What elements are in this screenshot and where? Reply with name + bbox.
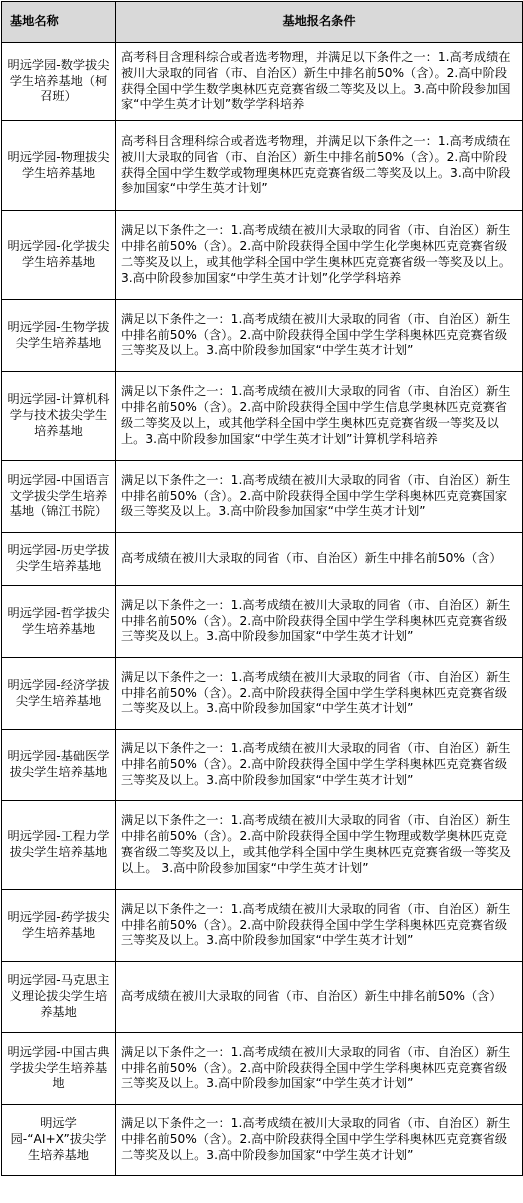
header-base-name: 基地名称 bbox=[2, 2, 116, 43]
table-row bbox=[2, 121, 523, 211]
table-row bbox=[2, 730, 523, 801]
base-name-cell: 明远学园-经济学拔尖学生培养基地 bbox=[2, 658, 116, 730]
table-row bbox=[2, 586, 523, 658]
base-name-cell: 明远学园-哲学拔尖学生培养基地 bbox=[2, 586, 116, 658]
table-row bbox=[2, 962, 523, 1033]
condition-cell: 满足以下条件之一：1.高考成绩在被川大录取的同省（市、自治区）新生中排名前50%（含）。2.高中阶段获得全国中学生学科奥林匹克竞赛省级三等奖及以上。3.高中阶段参加国家“中学生英才计划” bbox=[116, 586, 523, 658]
base-name-cell: 明远学园-“AI+X”拔尖学生培养基地 bbox=[2, 1105, 116, 1176]
table-row bbox=[2, 300, 523, 372]
table-row bbox=[2, 658, 523, 730]
condition-cell: 高考成绩在被川大录取的同省（市、自治区）新生中排名前50%（含） bbox=[116, 533, 523, 586]
table-header bbox=[2, 2, 523, 43]
base-name-cell: 明远学园-中国语言文学拔尖学生培养基地（锦江书院） bbox=[2, 461, 116, 533]
header-conditions: 基地报名条件 bbox=[116, 2, 523, 43]
table-row bbox=[2, 1105, 523, 1176]
table-body bbox=[2, 43, 523, 1176]
base-name-cell: 明远学园-马克思主义理论拔尖学生培养基地 bbox=[2, 962, 116, 1033]
condition-cell: 满足以下条件之一：1.高考成绩在被川大录取的同省（市、自治区）新生中排名前50%（含）。2.高中阶段获得全国中学生学科奥林匹克竞赛省级三等奖及以上。3.高中阶段参加国家“中学生英才计划” bbox=[116, 300, 523, 372]
base-name-cell: 明远学园-数学拔尖学生培养基地（柯召班） bbox=[2, 43, 116, 121]
condition-cell: 满足以下条件之一：1.高考成绩在被川大录取的同省（市、自治区）新生中排名前50%（含）。2.高中阶段获得全国中学生学科奥林匹克竞赛省级三等奖及以上。3.高中阶段参加国家“中学生英才计划” bbox=[116, 890, 523, 962]
condition-cell: 满足以下条件之一：1.高考成绩在被川大录取的同省（市、自治区）新生中排名前50%（含）。2.高中阶段获得全国中学生化学奥林匹克竞赛省级二等奖及以上，或其他学科全国中学生奥林匹克竞赛省级一等奖及以上。3.高中阶段参加国家“中学生英才计划”化学学科培养 bbox=[116, 211, 523, 300]
base-name-cell: 明远学园-生物学拔尖学生培养基地 bbox=[2, 300, 116, 372]
table-row bbox=[2, 211, 523, 300]
table-row bbox=[2, 461, 523, 533]
condition-cell: 满足以下条件之一：1.高考成绩在被川大录取的同省（市、自治区）新生中排名前50%（含）。2.高中阶段获得全国中学生学科奥林匹克竞赛省级二等奖及以上。3.高中阶段参加国家“中学生英才计划” bbox=[116, 658, 523, 730]
base-name-cell: 明远学园-计算机科学与技术拔尖学生培养基地 bbox=[2, 372, 116, 461]
base-name-cell: 明远学园-基础医学拔尖学生培养基地 bbox=[2, 730, 116, 801]
condition-cell: 满足以下条件之一：1.高考成绩在被川大录取的同省（市、自治区）新生中排名前50%（含）。2.高中阶段获得全国中学生学科奥林匹克竞赛省级三等奖及以上。3.高中阶段参加国家“中学生英才计划” bbox=[116, 730, 523, 801]
condition-cell: 满足以下条件之一：1.高考成绩在被川大录取的同省（市、自治区）新生中排名前50%（含）。2.高中阶段获得全国中学生学科奥林匹克竞赛省级三等奖及以上。3.高中阶段参加国家“中学生英才计划” bbox=[116, 1033, 523, 1105]
table-row bbox=[2, 801, 523, 890]
condition-cell: 满足以下条件之一：1.高考成绩在被川大录取的同省（市、自治区）新生中排名前50%（含）。2.高中阶段获得全国中学生学科奥林匹克竞赛省级二等奖及以上。3.高中阶段参加国家“中学生英才计划” bbox=[116, 1105, 523, 1176]
condition-cell: 高考科目含理科综合或者选考物理，并满足以下条件之一：1.高考成绩在被川大录取的同省（市、自治区）新生中排名前50%（含）。2.高中阶段获得全国中学生数学奥林匹克竞赛省级二等奖及以上。3.高中阶段参加国家“中学生英才计划”数学学科培养 bbox=[116, 43, 523, 121]
condition-cell: 满足以下条件之一：1.高考成绩在被川大录取的同省（市、自治区）新生中排名前50%（含）。2.高中阶段获得全国中学生物理或数学奥林匹克竞赛省级二等奖及以上，或其他学科全国中学生奥林匹克竞赛省级一等奖及以上。 3.高中阶段参加国家“中学生英才计划” bbox=[116, 801, 523, 890]
base-name-cell: 明远学园-工程力学拔尖学生培养基地 bbox=[2, 801, 116, 890]
header-row bbox=[2, 2, 523, 43]
base-name-cell: 明远学园-化学拔尖学生培养基地 bbox=[2, 211, 116, 300]
admission-conditions-table bbox=[1, 1, 523, 1176]
table-row bbox=[2, 890, 523, 962]
condition-cell: 高考科目含理科综合或者选考物理，并满足以下条件之一：1.高考成绩在被川大录取的同省（市、自治区）新生中排名前50%（含）。2.高中阶段获得全国中学生数学或物理奥林匹克竞赛省级二等奖及以上。3.高中阶段参加国家“中学生英才计划” bbox=[116, 121, 523, 211]
table-row bbox=[2, 43, 523, 121]
base-name-cell: 明远学园-药学拔尖学生培养基地 bbox=[2, 890, 116, 962]
base-name-cell: 明远学园-历史学拔尖学生培养基地 bbox=[2, 533, 116, 586]
condition-cell: 满足以下条件之一：1.高考成绩在被川大录取的同省（市、自治区）新生中排名前50%（含）。2.高中阶段获得全国中学生学科奥林匹克竞赛国家级三等奖及以上。3.高中阶段参加国家“中学生英才计划” bbox=[116, 461, 523, 533]
table-row bbox=[2, 1033, 523, 1105]
condition-cell: 高考成绩在被川大录取的同省（市、自治区）新生中排名前50%（含） bbox=[116, 962, 523, 1033]
base-name-cell: 明远学园-中国古典学拔尖学生培养基地 bbox=[2, 1033, 116, 1105]
table-row bbox=[2, 372, 523, 461]
condition-cell: 满足以下条件之一：1.高考成绩在被川大录取的同省（市、自治区）新生中排名前50%（含）。2.高中阶段获得全国中学生信息学奥林匹克竞赛省级二等奖及以上，或其他学科全国中学生奥林匹克竞赛省级一等奖及以上。3.高中阶段参加国家“中学生英才计划”计算机学科培养 bbox=[116, 372, 523, 461]
table-row bbox=[2, 533, 523, 586]
base-name-cell: 明远学园-物理拔尖学生培养基地 bbox=[2, 121, 116, 211]
